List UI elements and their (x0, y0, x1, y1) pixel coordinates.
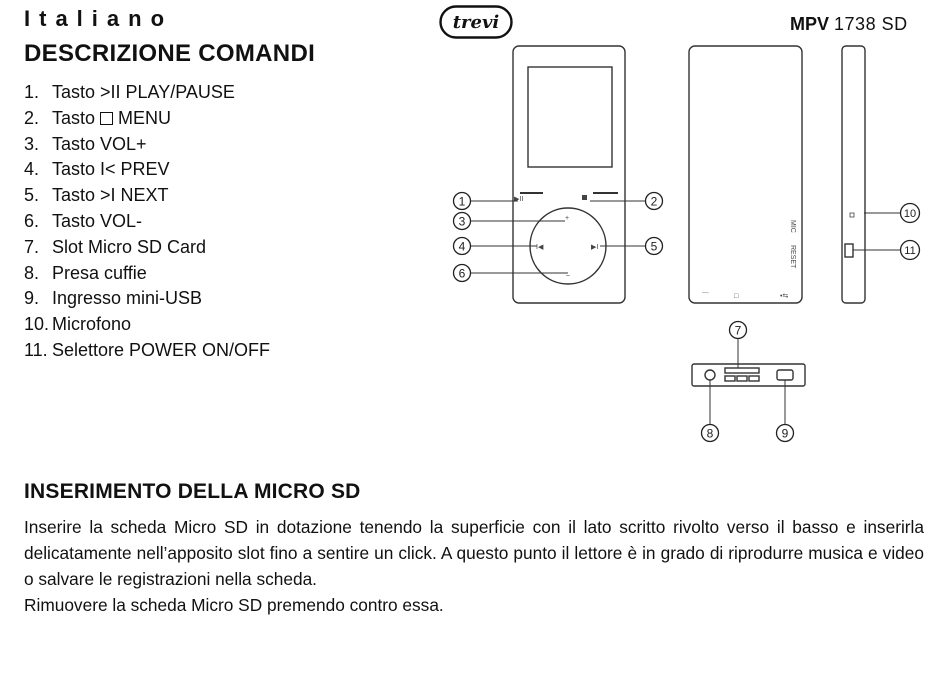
svg-text:3: 3 (458, 214, 466, 229)
list-item: 6. Tasto VOL- (24, 210, 143, 231)
bottom-view-outline (692, 364, 805, 386)
section-title-controls: DESCRIZIONE COMANDI (24, 40, 316, 67)
front-view-outline (513, 46, 625, 303)
svg-text:8: 8 (706, 426, 714, 441)
svg-text:10: 10 (903, 208, 917, 220)
svg-text:4: 4 (458, 239, 466, 254)
svg-text:6: 6 (458, 266, 466, 281)
model-name: MPV 1738 SD (790, 14, 908, 34)
svg-text:11: 11 (904, 245, 916, 257)
controls-list (24, 80, 270, 364)
trevi-logo (439, 5, 513, 39)
list-item: 11. Selettore POWER ON/OFF (24, 339, 271, 360)
svg-text:2: 2 (650, 194, 658, 209)
svg-text:⌒: ⌒ (702, 293, 709, 300)
list-item: 7. Slot Micro SD Card (24, 236, 207, 257)
svg-text:▶II: ▶II (514, 196, 524, 203)
list-item: 3. Tasto VOL+ (24, 133, 147, 154)
logo-text: trevi (452, 12, 500, 33)
list-item: 10. Microfono (24, 314, 132, 335)
svg-text:RESET: RESET (789, 245, 796, 269)
svg-text:–: – (566, 272, 570, 279)
svg-text:+: + (565, 215, 570, 222)
body-paragraph-2: Rimuovere la scheda Micro SD premendo contro essa. (24, 595, 444, 615)
player-diagram (440, 40, 930, 450)
language-heading: Italiano (24, 6, 174, 31)
svg-text:1: 1 (458, 194, 466, 209)
svg-text:MIC: MIC (789, 220, 796, 233)
screen-outline (528, 67, 612, 167)
back-view-outline (689, 46, 802, 303)
list-item: 1. Tasto >II PLAY/PAUSE (24, 82, 235, 102)
usb-port (777, 370, 793, 380)
svg-text:7: 7 (734, 323, 742, 338)
section-title-microsd: INSERIMENTO DELLA MICRO SD (24, 480, 361, 503)
list-item: 2. Tasto MENU (24, 107, 172, 128)
side-view-outline (842, 46, 865, 303)
list-item: 9. Ingresso mini-USB (24, 288, 203, 309)
svg-text:I◀: I◀ (536, 244, 544, 251)
svg-text:5: 5 (650, 239, 658, 254)
list-item: 5. Tasto >I NEXT (24, 185, 169, 206)
svg-text:9: 9 (781, 426, 789, 441)
list-item: 8. Presa cuffie (24, 262, 147, 283)
power-switch (845, 244, 853, 257)
svg-text:•⇆: •⇆ (780, 293, 789, 300)
list-item: 4. Tasto I< PREV (24, 159, 170, 180)
square-icon (100, 112, 113, 125)
svg-text:□: □ (734, 293, 739, 300)
body-paragraph: Inserire la scheda Micro SD in dotazione tenendo la superficie con il lato scritto rivolto verso il basso e inserirla delicatamente nell’apposito slot fino a sentire un click. A questo punto il lettore è in grado di riprodurre musica e video o salvare le registrazioni nella scheda. (24, 517, 924, 589)
headphone-jack (705, 370, 715, 380)
svg-text:▶I: ▶I (591, 244, 599, 251)
